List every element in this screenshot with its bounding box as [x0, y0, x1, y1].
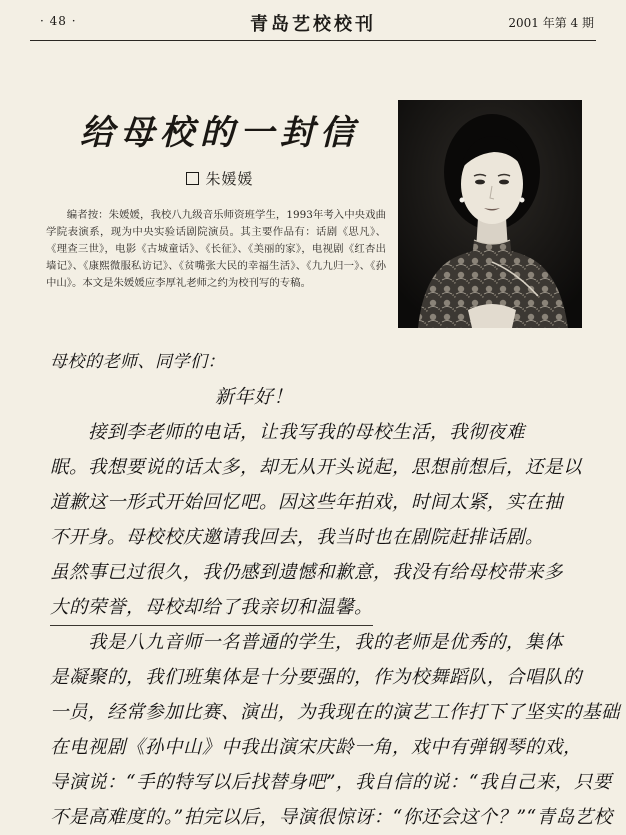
letter-line: 接到李老师的电话，让我写我的母校生活，我彻夜难	[88, 422, 526, 443]
box-bullet-icon	[186, 172, 199, 185]
letter-line: 导演说：“手的特写以后找替身吧”，我自信的说：“我自己来，只要	[50, 772, 612, 793]
letter-line-text: 大的荣誉，母校却给了我亲切和温馨。	[50, 590, 373, 626]
letter-line: 眠。我想要说的话太多，却无从开头说起，思想前想后，还是以	[50, 457, 583, 478]
portrait-illustration	[398, 100, 582, 328]
issue-label: 2001 年第 4 期	[508, 16, 594, 30]
author-name: 朱媛媛	[205, 170, 254, 188]
page-number: · 48 ·	[40, 14, 77, 28]
letter-line: 我是八九音师一名普通的学生，我的老师是优秀的，集体	[88, 632, 564, 653]
letter-line: 不是高难度的。”拍完以后，导演很惊讶：“你还会这个？”“青岛艺校	[50, 807, 613, 828]
letter-line: 道歉这一形式开始回忆吧。因这些年拍戏，时间太紧，实在抽	[50, 492, 564, 513]
letter-greeting: 新年好！	[215, 386, 294, 408]
page-header	[0, 0, 626, 46]
author-portrait	[398, 100, 582, 328]
letter-line: 一员，经常参加比赛、演出，为我现在的演艺工作打下了坚实的基础	[50, 702, 621, 723]
letter-salutation: 母校的老师、同学们：	[50, 352, 225, 372]
letter-line: 虽然事已过很久，我仍感到遗憾和歉意，我没有给母校带来多	[50, 562, 564, 583]
handwritten-letter	[50, 345, 621, 835]
letter-line: 是凝聚的，我们班集体是十分要强的，作为校舞蹈队，合唱队的	[50, 667, 583, 688]
editor-note: 编者按：朱媛媛，我校八九级音乐师资班学生，1993年考入中央戏曲学院表演系，现为中央实验话剧院演员。其主要作品有：话剧《思凡》、《理查三世》，电影《古城童话》、《长征》、《美丽的家》，电视剧《红杏出墙记》、《康熙微服私访记》、《贫嘴张大民的幸福生活》、《九九归一》、《孙中山》。本文是朱媛媛应李厚礼老师之约为校刊写的专稿。	[46, 209, 386, 289]
letter-line: 不开身。母校校庆邀请我回去，我当时也在剧院赶排话剧。	[50, 527, 545, 548]
article-author	[55, 168, 385, 189]
journal-title: 青岛艺校校刊	[250, 14, 376, 35]
header-divider	[30, 40, 596, 41]
article-heading	[55, 105, 385, 189]
letter-line: 在电视剧《孙中山》中我出演宋庆龄一角，戏中有弹钢琴的戏，	[50, 737, 583, 758]
letter-line	[50, 590, 590, 625]
article-title: 给母校的一封信	[80, 113, 360, 153]
